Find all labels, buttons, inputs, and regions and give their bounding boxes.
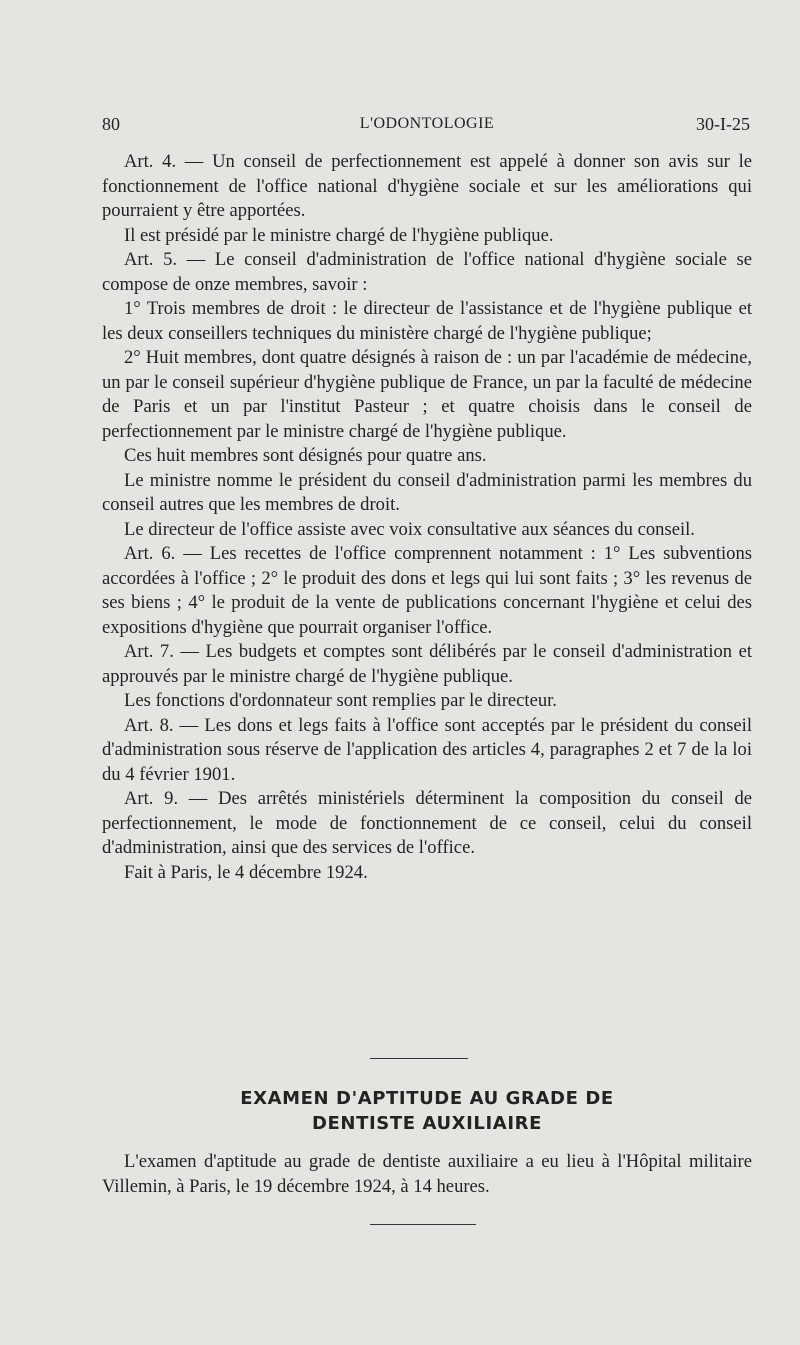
page-number: 80 <box>102 114 120 134</box>
paragraph: Art. 8. — Les dons et legs faits à l'office sont acceptés par le président du conseil d'administration sous réserve de l'application des articles 4, paragraphes 2 et 7 de la loi du 4 février 1901. <box>102 714 752 785</box>
section-heading-line: DENTISTE AUXILIAIRE <box>311 1113 542 1134</box>
paragraph: Les fonctions d'ordonnateur sont remplies par le directeur. <box>124 690 557 711</box>
paragraph: Le ministre nomme le président du conseil d'administration parmi les membres du conseil autres que les membres de droit. <box>102 469 752 515</box>
paragraph: Art. 5. — Le conseil d'administration de l'office national d'hygiène sociale se compose de onze membres, savoir : <box>102 249 752 295</box>
section-text <box>102 1150 752 1199</box>
paragraph: Le directeur de l'office assiste avec voix consultative aux séances du conseil. <box>124 518 695 540</box>
journal-title: L'ODONTOLOGIE <box>359 115 495 132</box>
running-header <box>102 114 752 140</box>
section-heading-line: EXAMEN D'APTITUDE AU GRADE DE <box>240 1088 614 1109</box>
end-divider <box>370 1224 476 1225</box>
signature-line: Fait à Paris, le 4 décembre 1924. <box>124 861 368 883</box>
paragraph: Art. 6. — Les recettes de l'office comprennent notamment : 1° Les subventions accordées à l'office ; 2° le produit des dons et legs qui lui sont faits ; 3° les revenus de ses biens ; 4° le produit de la vente de publications concernant l'hygiène et celui des expositions d'hygiène que pourrait organiser l'office. <box>102 543 752 638</box>
section-heading <box>102 1086 752 1136</box>
paragraph: Ces huit membres sont désignés pour quatre ans. <box>124 445 487 466</box>
paragraph: Art. 4. — Un conseil de perfectionnement est appelé à donner son avis sur le fonctionnement de l'office national d'hygiène sociale et sur les améliorations qui pourraient y être apportées. <box>102 151 752 221</box>
paragraph: Art. 9. — Des arrêtés ministériels déterminent la composition du conseil de perfectionnement, le mode de fonctionnement de ce conseil, celui du conseil d'administration, ainsi que des services de l'office. <box>102 788 752 858</box>
paragraph: Art. 7. — Les budgets et comptes sont délibérés par le conseil d'administration et approuvés par le ministre chargé de l'hygiène publique. <box>102 641 752 687</box>
issue-date: 30-I-25 <box>696 114 750 134</box>
paragraph: 1° Trois membres de droit : le directeur de l'assistance et de l'hygiène publique et les deux conseillers techniques du ministère chargé de l'hygiène publique; <box>102 298 752 344</box>
decree-text <box>102 150 752 885</box>
paragraph: Il est présidé par le ministre chargé de l'hygiène publique. <box>124 224 554 246</box>
paragraph: L'examen d'aptitude au grade de dentiste auxiliaire a eu lieu à l'Hôpital militaire Villemin, à Paris, le 19 décembre 1924, à 14 heures. <box>102 1151 752 1197</box>
paragraph: 2° Huit membres, dont quatre désignés à raison de : un par l'académie de médecine, un par le conseil supérieur d'hygiène publique de France, un par la faculté de médecine de Paris et un par l'institut Pasteur ; et quatre choisis dans le conseil de perfectionnement par le ministre chargé de l'hygiène publique. <box>102 347 752 442</box>
section-divider <box>370 1058 468 1059</box>
